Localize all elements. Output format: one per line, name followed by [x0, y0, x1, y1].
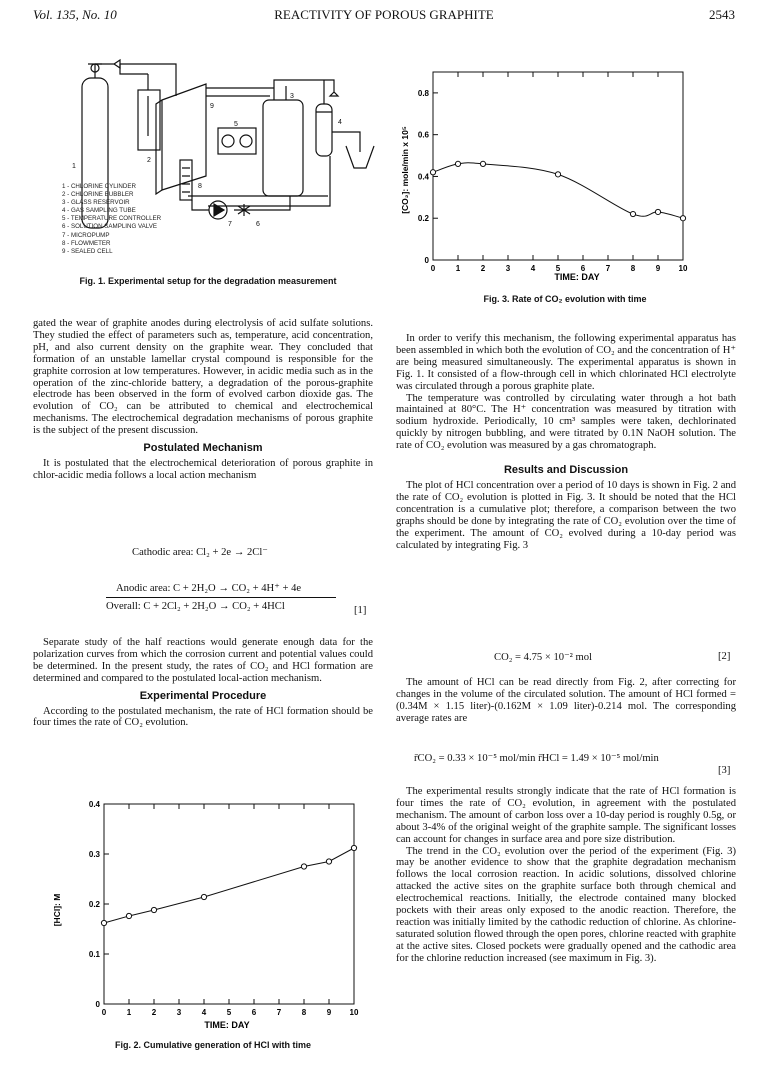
fig2-data-point — [126, 913, 131, 918]
eq-cathodic: Cathodic area: Cl₂ + 2e → 2Cl⁻ — [132, 547, 268, 558]
experimental-paragraph: According to the postulated mechanism, the rate of HCl formation should be four times the rate of CO₂ evolution. — [33, 705, 373, 729]
fig2-caption: Fig. 2. Cumulative generation of HCl with time — [114, 1040, 312, 1050]
fig1-label-8: 8 — [198, 183, 202, 190]
eq3: r̄CO₂ = 0.33 × 10⁻⁵ mol/min r̄HCl = 1.49 × 10⁻⁵ mol/min — [414, 753, 659, 764]
fig2-xtick-label: 6 — [251, 1008, 257, 1017]
fig1-legend-item: 7 - MICROPUMP — [62, 231, 110, 239]
fig3-caption: Fig. 3. Rate of CO₂ evolution with time — [483, 294, 647, 304]
fig1-legend-item: 8 - FLOWMETER — [62, 239, 111, 247]
fig2-xtick-label: 4 — [201, 1008, 207, 1017]
fig1-label-6: 6 — [256, 221, 260, 228]
eq-rule — [106, 597, 336, 598]
fig1-label-4: 4 — [338, 119, 342, 126]
mechanism-paragraph: It is postulated that the electrochemical deterioration of porous graphite in chlor-acidic media follows a local action mechanism — [33, 457, 373, 481]
header-volume: Vol. 135, No. 10 — [33, 7, 117, 22]
fig2-xtick-label: 2 — [151, 1008, 157, 1017]
fig2-data-point — [351, 845, 356, 850]
fig3-xtick-label: 5 — [555, 264, 561, 273]
fig2-xtick-label: 10 — [349, 1008, 359, 1017]
hcl-amount-paragraph: The amount of HCl can be read directly from Fig. 2, after correcting for changes in the volume of the circulated solution. The amount of HCl formed = (0.34M × 1.15 liter)-(0.162M × 1.09 liter)-0.214 mol. The corresponding average rates are — [396, 677, 736, 724]
fig1-label-5: 5 — [234, 121, 238, 128]
fig1-legend-item: 2 - CHLORINE BUBBLER — [62, 191, 134, 199]
fig2-data-point — [301, 864, 306, 869]
fig3-xtick-label: 4 — [530, 264, 536, 273]
fig3-data-point — [430, 170, 435, 175]
fig2-data-point — [326, 859, 331, 864]
fig2-ytick-label: 0.1 — [88, 950, 100, 959]
eq-overall: Overall: C + 2Cl₂ + 2H₂O → CO₂ + 4HCl — [106, 601, 285, 612]
eq2-number: [2] — [718, 651, 731, 662]
fig1-legend — [62, 183, 212, 256]
fig2-ytick-label: 0.4 — [88, 800, 100, 809]
eq-anodic: Anodic area: C + 2H₂O → CO₂ + 4H⁺ + 4e — [116, 583, 302, 594]
fig1-legend-item: 5 - TEMPERATURE CONTROLLER — [62, 215, 162, 223]
fig2-plot-frame — [104, 804, 354, 1004]
trend-paragraph: The trend in the CO₂ evolution over the period of the experiment (Fig. 3) may be another evidence to show that the graphite degradation mechanism follows the local corrosion reaction. In acidic solutions, dissolved chlorine attacked the active sites on the graphite surface both through chemical and electrochemical reactions. Initially, the electrode contained many blocked pockets with their areas only exposed to the anodic reaction. Therefore, the reaction was initially limited by the cathodic reduction of chlorine. As chlorine-saturated solution flowed through the open pores, chlorine reacted with graphite at the active sites. Closed pockets were gradually opened and the cathodic area for the chlorine reduction increased (see maximum in Fig. 3). — [396, 845, 736, 964]
fig1-legend-item: 4 - GAS SAMPLING TUBE — [62, 207, 136, 215]
fig1-label-7: 7 — [228, 221, 232, 228]
section-heading-results: Results and Discussion — [503, 464, 629, 477]
header-page: 2543 — [709, 7, 735, 22]
fig1-label-1: 1 — [72, 163, 76, 170]
fig2-xtick-label: 8 — [301, 1008, 307, 1017]
fig3-data-point — [655, 209, 660, 214]
left-column-lower — [33, 637, 373, 729]
fig2-xtick-label: 3 — [176, 1008, 182, 1017]
right-column — [396, 333, 736, 551]
fig1-legend-item: 6 - SOLUTION SAMPLING VALVE — [62, 223, 158, 231]
eq3-number: [3] — [718, 765, 731, 776]
right-column-middle — [396, 677, 736, 725]
fig2-xtick-label: 9 — [326, 1008, 332, 1017]
fig3-data-point — [455, 161, 460, 166]
header-title: REACTIVITY OF POROUS GRAPHITE — [274, 7, 494, 22]
fig2-xtick-label: 7 — [276, 1008, 282, 1017]
fig3-xlabel: TIME: DAY — [554, 272, 600, 282]
fig3-xtick-label: 6 — [580, 264, 586, 273]
fig3-data-point — [555, 172, 560, 177]
fig2-data-point — [201, 894, 206, 899]
separate-study-paragraph: Separate study of the half reactions would generate enough data for the polarization curves from which the corrosion current and potential values could be determined. In the present study, the rates of CO₂ and HCl formation are determined and compared to the postulated local-action mechanism. — [33, 637, 373, 684]
results-paragraph: The plot of HCl concentration over a period of 10 days is shown in Fig. 2 and the rate of CO₂ evolution is plotted in Fig. 3. It should be noted that the HCl concentration is a cumulative plot; therefore, a comparison between the two graphs should be done by integrating the rate of CO₂ evolution over the time of the experiment. The amount of CO₂ evolved during a 10-day period was calculated by integrating Fig. 3 — [396, 479, 736, 551]
fig2-data-point — [151, 907, 156, 912]
eq2: CO₂ = 4.75 × 10⁻² mol — [494, 652, 592, 663]
fig1-label-2: 2 — [147, 157, 151, 164]
fig3-xtick-label: 2 — [480, 264, 486, 273]
fig3-ytick-label: 0 — [424, 256, 429, 265]
fig3-xtick-label: 1 — [455, 264, 461, 273]
conclusion-paragraph: The experimental results strongly indicate that the rate of HCl formation is four times the rate of CO₂ evolution, in agreement with the postulated mechanism. The amount of carbon loss over a 10-day period is roughly 0.5g, or about 3-4% of the original weight of the graphite sample. The significant losses can account for changes in surface area and pore size distribution. — [396, 786, 736, 845]
fig2-xtick-label: 5 — [226, 1008, 232, 1017]
fig3-xtick-label: 0 — [430, 264, 436, 273]
fig3-ytick-label: 0.6 — [417, 130, 429, 140]
fig3-series-line — [433, 163, 683, 218]
fig1-legend-item: 3 - GLASS RESERVOIR — [62, 199, 130, 207]
fig2-ylabel: [HCl]: M — [52, 893, 62, 927]
fig1-label-9: 9 — [210, 103, 214, 110]
fig2-xlabel: TIME: DAY — [204, 1020, 250, 1030]
fig2-xtick-label: 0 — [101, 1008, 107, 1017]
fig2-ytick-label: 0.2 — [88, 900, 100, 909]
fig1-caption: Fig. 1. Experimental setup for the degradation measurement — [79, 276, 337, 286]
eq1-number: [1] — [354, 605, 367, 616]
fig3-chart — [395, 60, 715, 282]
left-column — [33, 318, 373, 482]
fig3-ylabel: [CO₂]: mole/min x 10⁵ — [400, 126, 410, 214]
fig3-data-point — [680, 216, 685, 221]
fig1-legend-item: 1 - CHLORINE CYLINDER — [62, 183, 136, 190]
section-heading-experimental: Experimental Procedure — [139, 689, 267, 702]
fig3-ytick-label: 0.4 — [417, 172, 429, 182]
fig2-ytick-label: 0 — [95, 1000, 100, 1009]
section-heading-mechanism: Postulated Mechanism — [143, 442, 263, 455]
fig3-ytick-label: 0.2 — [417, 214, 429, 224]
fig2-series-line — [104, 848, 354, 923]
fig3-xtick-label: 8 — [630, 264, 636, 273]
fig3-xtick-label: 10 — [678, 264, 688, 273]
fig1-label-3: 3 — [290, 93, 294, 100]
fig3-plot-frame — [433, 72, 683, 260]
apparatus-paragraph: In order to verify this mechanism, the following experimental apparatus has been assembled in which both the evolution of CO₂ and the concentration of H⁺ are being measured simultaneously. The experimental apparatus is shown in Fig. 1. It consisted of a flow-through cell in which chlorinated HCl electrolyte was circulated through a porous graphite plate. — [396, 333, 736, 392]
intro-paragraph: gated the wear of graphite anodes during electrolysis of acid sulfate solutions. They studied the effect of parameters such as, temperature, acid concentration, pH, and also current density on the graphite wear. They concluded that formation of an unstable lamellar crystal compound is responsible for the graphite corrosion at low temperatures. However, in acidic media such as in the operation of the zinc-chloride battery, a degradation of the porous-graphite electrode has been observed in the form of evolved carbon dioxide gas. The evolution of CO₂ can be attributed to chemical and electrochemical mechanisms. The electrochemical degradation mechanisms of porous graphite is the subject of the present discussion. — [33, 318, 373, 437]
fig1-legend-item: 9 - SEALED CELL — [62, 247, 113, 255]
right-column-lower — [396, 786, 736, 965]
fig2-ytick-label: 0.3 — [88, 850, 100, 859]
temperature-paragraph: The temperature was controlled by circulating water through a hot bath maintained at 80°C. The H⁺ concentration was measured by titration with sodium hydroxide. Periodically, 10 cm³ samples were taken, dechlorinated quickly by nitrogen bubbling, and were titrated by 0.1N NaOH solution. The rate of CO₂ evolution was measured by a gas chromatograph. — [396, 392, 736, 452]
fig3-data-point — [480, 161, 485, 166]
fig2-data-point — [101, 920, 106, 925]
fig3-data-point — [630, 211, 635, 216]
fig3-xtick-label: 3 — [505, 264, 511, 273]
fig3-xtick-label: 7 — [605, 264, 611, 273]
fig3-ytick-label: 0.8 — [417, 88, 429, 98]
fig3-xtick-label: 9 — [655, 264, 661, 273]
fig2-xtick-label: 1 — [126, 1008, 132, 1017]
fig2-chart — [48, 790, 378, 1030]
